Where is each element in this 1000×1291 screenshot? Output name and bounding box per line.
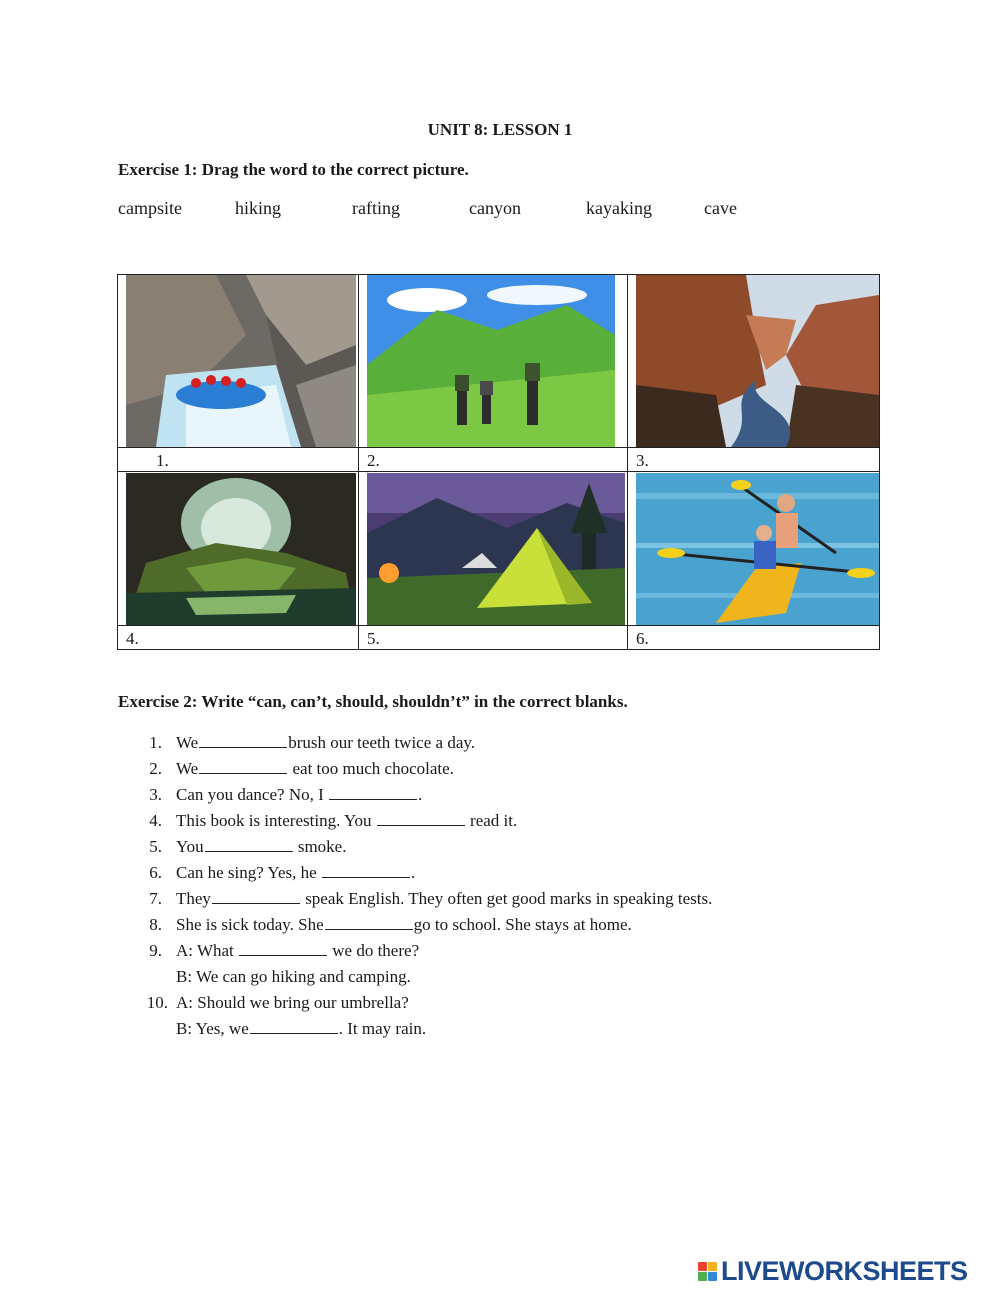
list-item	[140, 730, 860, 756]
item-number: 6.	[149, 863, 162, 882]
grid-divider	[627, 275, 628, 649]
item-text: brush our teeth twice a day.	[288, 733, 476, 752]
item-text: we do there?	[328, 941, 420, 960]
item-text: She is sick today. She	[176, 915, 324, 934]
picture-label-6: 6.	[636, 629, 649, 648]
item-text: B: Yes, we	[176, 1019, 249, 1038]
draggable-word-rafting[interactable]: rafting	[352, 198, 400, 218]
item-text: A: What	[176, 941, 239, 960]
exercise-1-heading: Exercise 1: Drag the word to the correct picture.	[118, 160, 469, 179]
item-text: . It may rain.	[338, 1019, 427, 1038]
item-number: 2.	[149, 759, 162, 778]
answer-blank-8[interactable]	[325, 912, 413, 930]
answer-blank-1[interactable]	[199, 730, 287, 748]
rafting-photo[interactable]	[126, 275, 356, 447]
answer-blank-2[interactable]	[199, 756, 287, 774]
item-text: .	[410, 863, 416, 882]
item-text: read it.	[465, 811, 518, 830]
item-text: go to school. She stays at home.	[413, 915, 632, 934]
item-text: eat too much chocolate.	[288, 759, 454, 778]
item-text: smoke.	[293, 837, 347, 856]
item-text: B: We can go hiking and camping.	[176, 967, 411, 986]
answer-blank-9[interactable]	[239, 938, 327, 956]
item-number: 7.	[149, 889, 162, 908]
canyon-photo[interactable]	[636, 275, 879, 447]
answer-blank-6[interactable]	[322, 860, 410, 878]
logo-text: LIVEWORKSHEETS	[721, 1255, 968, 1286]
list-item	[140, 834, 860, 860]
picture-label-2: 2.	[367, 451, 380, 470]
page-title: UNIT 8: LESSON 1	[427, 120, 573, 139]
answer-blank-10[interactable]	[250, 1016, 338, 1034]
draggable-word-kayaking[interactable]: kayaking	[586, 198, 652, 218]
answer-blank-3[interactable]	[329, 782, 417, 800]
list-item	[140, 912, 860, 938]
draggable-word-canyon[interactable]: canyon	[469, 198, 521, 218]
campsite-photo[interactable]	[367, 473, 625, 625]
item-text: This book is interesting. You	[176, 811, 376, 830]
answer-blank-5[interactable]	[205, 834, 293, 852]
cave-photo[interactable]	[126, 473, 356, 625]
item-text: A: Should we bring our umbrella?	[176, 993, 409, 1012]
picture-label-1: 1.	[156, 451, 169, 470]
liveworksheets-logo	[698, 1254, 968, 1288]
item-number: 9.	[149, 941, 162, 960]
item-number: 3.	[149, 785, 162, 804]
picture-label-4: 4.	[126, 629, 139, 648]
list-item	[140, 756, 860, 782]
list-item	[140, 938, 860, 990]
item-text: Can he sing? Yes, he	[176, 863, 321, 882]
item-text: We	[176, 733, 199, 752]
exercise-2-list	[140, 730, 860, 1042]
hiking-photo[interactable]	[367, 275, 615, 447]
item-text: We	[176, 759, 199, 778]
item-number: 4.	[149, 811, 162, 830]
draggable-word-hiking[interactable]: hiking	[235, 198, 282, 218]
kayaking-photo[interactable]	[636, 473, 879, 625]
list-item	[140, 808, 860, 834]
item-number: 10.	[146, 993, 168, 1012]
item-text: You	[176, 837, 204, 856]
picture-label-5: 5.	[367, 629, 380, 648]
draggable-word-cave[interactable]: cave	[704, 198, 737, 218]
draggable-word-campsite[interactable]: campsite	[118, 198, 182, 218]
list-item	[140, 860, 860, 886]
item-text: .	[418, 785, 423, 804]
grid-divider	[118, 471, 879, 472]
grid-divider	[118, 447, 879, 448]
answer-blank-4[interactable]	[377, 808, 465, 826]
exercise-2-heading: Exercise 2: Write “can, can’t, should, shouldn’t” in the correct blanks.	[118, 692, 628, 711]
grid-divider	[358, 275, 359, 649]
list-item	[140, 990, 860, 1042]
logo-mark-icon	[698, 1262, 717, 1281]
list-item	[140, 886, 860, 912]
picture-grid	[117, 274, 880, 650]
list-item	[140, 782, 860, 808]
item-text: Can you dance? No, I	[176, 785, 329, 804]
item-number: 5.	[149, 837, 162, 856]
item-number: 8.	[149, 915, 162, 934]
item-text: speak English. They often get good marks in speaking tests.	[300, 889, 713, 908]
item-text: They	[176, 889, 211, 908]
item-number: 1.	[149, 733, 162, 752]
answer-blank-7[interactable]	[212, 886, 300, 904]
grid-divider	[118, 625, 879, 626]
picture-label-3: 3.	[636, 451, 649, 470]
word-bank	[118, 198, 818, 222]
